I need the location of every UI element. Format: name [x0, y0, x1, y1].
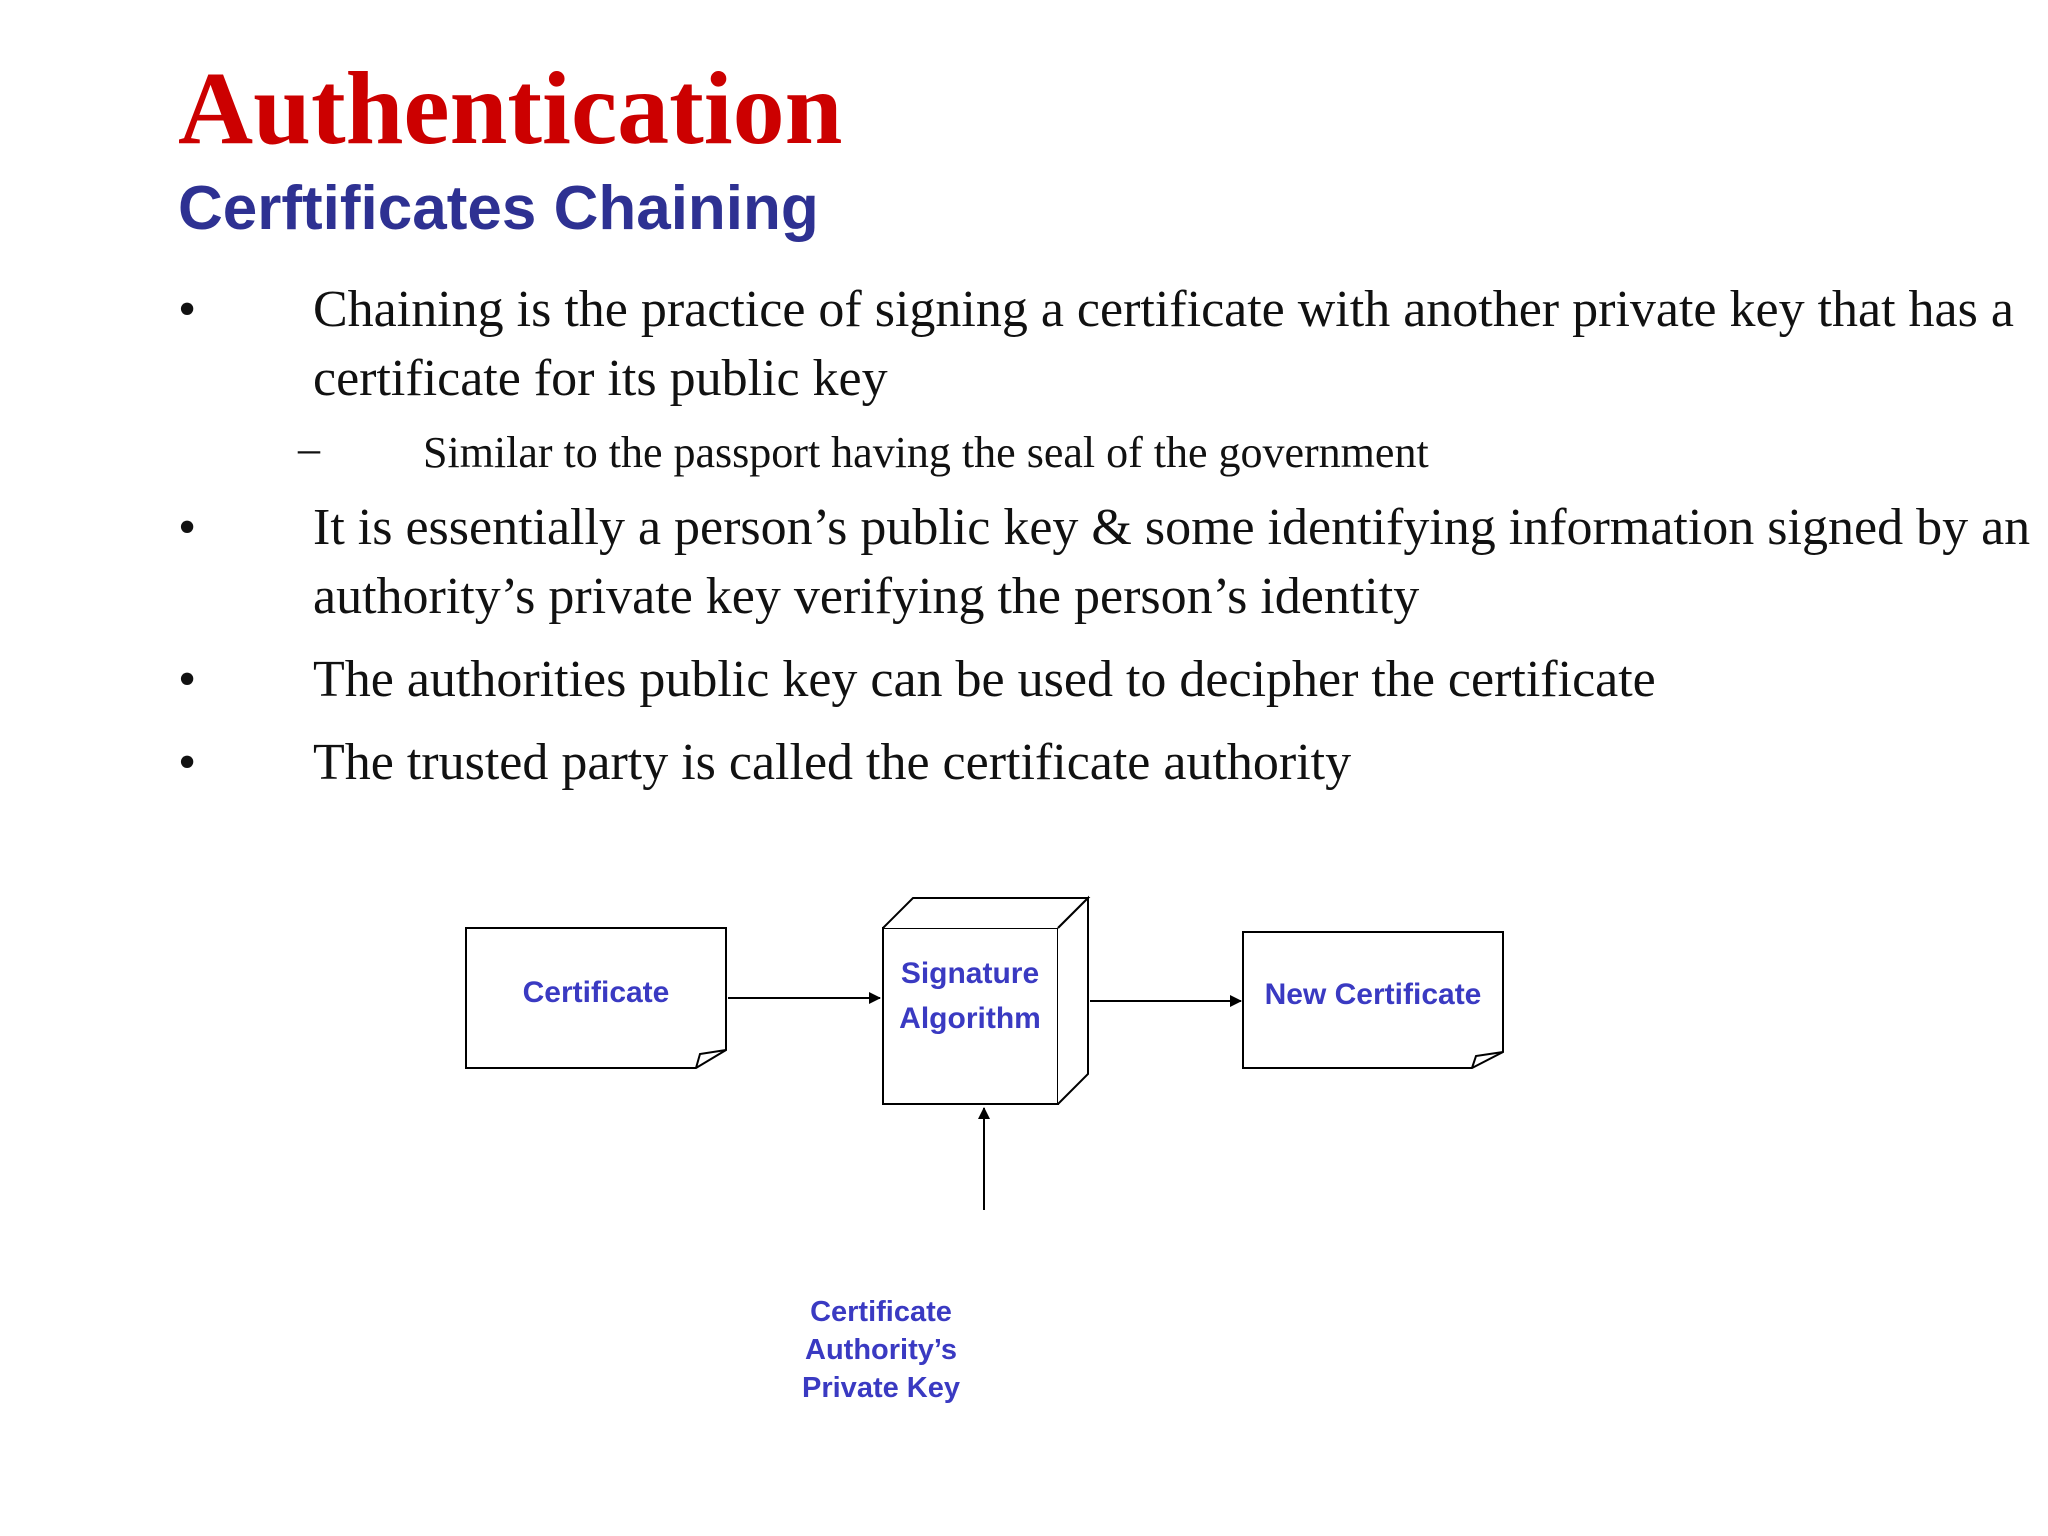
bullet-text: The trusted party is called the certificate authority: [313, 734, 1352, 791]
sub-bullet-marker: –: [298, 424, 320, 473]
ca-private-key-label: [802, 1296, 960, 1404]
bullet-marker: •: [178, 499, 197, 556]
sub-bullet-text: Similar to the passport having the seal of the government: [423, 428, 1429, 477]
bullet-text: Chaining is the practice of signing a certificate with another private key that has a certificate for its public key: [313, 281, 2014, 407]
new-certificate-label: New Certificate: [1264, 978, 1482, 1011]
certificate-box: [466, 928, 726, 1068]
new-certificate-box: [1243, 932, 1503, 1068]
slide-title: Authentication: [178, 51, 843, 166]
bullet-text: The authorities public key can be used to decipher the certificate: [313, 651, 1656, 708]
slide-subtitle: Cerftificates Chaining: [178, 174, 819, 243]
signature-algorithm-label-line1: Signature: [900, 957, 1040, 990]
signature-algorithm-box: [883, 898, 1088, 1104]
certificate-label: Certificate: [522, 976, 670, 1009]
ca-label-line1: Certificate: [810, 1296, 952, 1328]
bullet-marker: •: [178, 651, 197, 708]
ca-label-line3: Private Key: [802, 1372, 960, 1404]
bullet-marker: •: [178, 734, 197, 791]
ca-label-line2: Authority’s: [805, 1334, 957, 1366]
bullet-text: It is essentially a person’s public key & some identifying information signed by an authority’s private key verifying the person’s identity: [313, 499, 2031, 625]
signature-algorithm-label-line2: Algorithm: [899, 1002, 1041, 1035]
bullet-marker: •: [178, 281, 197, 338]
